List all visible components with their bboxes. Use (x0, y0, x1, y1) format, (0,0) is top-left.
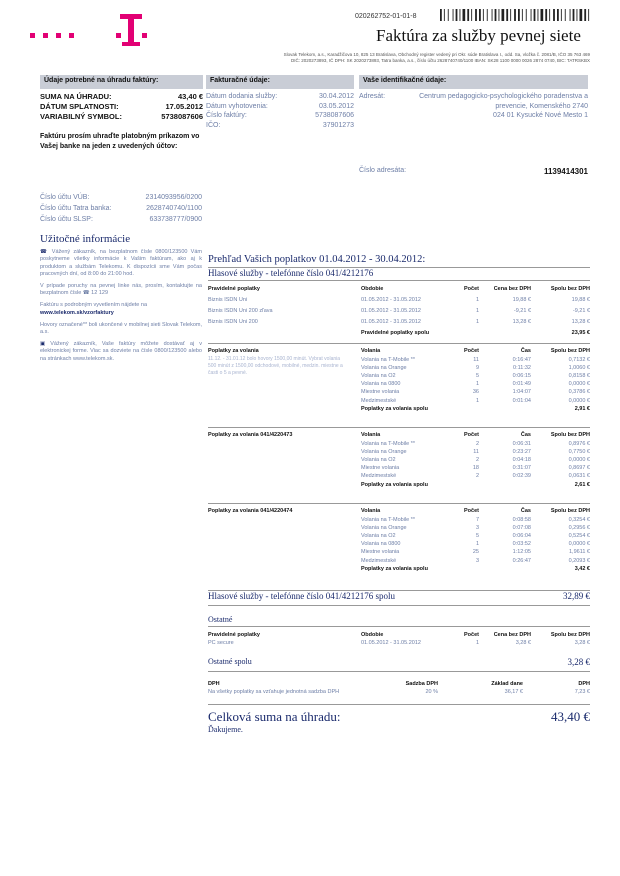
call-count: 36 (472, 389, 479, 396)
customer-box-head: Vaše identifikačné údaje: (359, 75, 588, 89)
invoice-value: 30.04.2012 (318, 93, 354, 100)
vat-rate: 20 % (425, 689, 438, 695)
call-total: 0,5254 € (568, 532, 590, 539)
call-count: 3 (475, 557, 479, 564)
call-total: 0,0000 € (568, 397, 590, 404)
fee-name: Biznis ISDN Uni (208, 297, 248, 303)
call-count: 1 (475, 541, 479, 548)
call-count: 2 (475, 473, 479, 480)
company-line: Slovak Telekom, a.s., Karadžičova 10, 825 13 Bratislava, Obchodný register vedený pri Okr. súde Bratislava I., odd. Sa, vložka č. 2081/B, IČO 35 763 469 (283, 52, 590, 57)
table-header: Čas (520, 432, 531, 438)
call-duration: 0:03:52 (512, 541, 531, 548)
call-count: 2 (475, 440, 479, 447)
calls-total: 2,61 € (574, 481, 590, 488)
fee-total: 19,88 € (571, 297, 590, 303)
call-duration: 1:04:07 (512, 389, 531, 396)
table-header: Čas (520, 508, 531, 514)
call-total: 0,7750 € (568, 448, 590, 455)
vat-header: DPH (578, 681, 590, 687)
useful-paragraph: Hovory označené** boli ukončené v mobilnej sieti Slovak Telekom, a.s. (40, 321, 202, 336)
fee-count: 1 (475, 308, 479, 314)
call-type: Volania na O2 (361, 456, 396, 463)
invoice-value: 37901273 (322, 121, 354, 129)
fee-total: 13,28 € (571, 319, 590, 325)
calls-total-label: Poplatky za volania spolu (361, 405, 428, 412)
address-line: Centrum pedagogicko-psychologického poradenstva a (419, 93, 588, 100)
address-line: prevencie, Komenského 2740 (495, 102, 588, 110)
calls-table (208, 348, 590, 417)
account-value: 633738777/0900 (149, 216, 202, 223)
call-total: 0,2956 € (568, 524, 590, 531)
calls-table (208, 508, 590, 577)
call-total: 0,0000 € (568, 381, 590, 388)
calls-table (208, 432, 590, 493)
call-count: 11 (473, 448, 479, 455)
document-code: 020262752-01-01-8 (355, 13, 417, 20)
fee-count: 1 (475, 319, 479, 325)
vs-label: VARIABILNÝ SYMBOL: (40, 112, 122, 121)
call-type: Volania na 0800 (361, 541, 401, 548)
fee-period: 01.05.2012 - 31.05.2012 (361, 297, 421, 303)
account-value: 2314093956/0200 (145, 194, 202, 201)
call-duration: 0:07:08 (512, 524, 531, 531)
client-number-label: Číslo adresáta: (359, 167, 407, 174)
call-total: 0,0000 € (568, 456, 590, 463)
fee-name: Biznis ISDN Uni 200 zľava (208, 308, 273, 314)
call-count: 5 (475, 532, 479, 539)
bank-accounts (40, 192, 202, 225)
other-total-label: Ostatné spolu (208, 657, 252, 666)
fee-price: 3,28 € (515, 640, 531, 646)
table-header: Spolu bez DPH (550, 348, 590, 354)
call-duration: 0:02:39 (512, 473, 531, 480)
call-total: 1,9611 € (568, 549, 590, 556)
call-total: 0,2093 € (568, 557, 590, 564)
address-line: 024 01 Kysucké Nové Mesto 1 (493, 112, 588, 119)
payment-note: Faktúru prosím uhraďte platobným príkazom vo Vašej banke na jeden z uvedených účtov: (40, 133, 200, 150)
table-header: Počet (464, 432, 479, 438)
table-header: Obdobie (361, 632, 384, 638)
table-header: Čas (520, 348, 531, 354)
useful-paragraph: V prípade poruchy na pevnej linke nás, prosím, kontaktujte na bezplatnom čísle ☎ 12 129 (40, 283, 202, 297)
payment-box (40, 75, 203, 152)
fee-period: 01.05.2012 - 31.05.2012 (361, 319, 421, 325)
call-count: 5 (475, 372, 479, 379)
call-duration: 0:04:18 (512, 456, 531, 463)
call-total: 0,0631 € (568, 473, 590, 480)
call-total: 0,8697 € (568, 465, 590, 472)
grand-total-label: Celková suma na úhradu: (208, 709, 341, 724)
call-duration: 0:01:49 (512, 381, 531, 388)
fee-count: 1 (475, 640, 479, 646)
account-label: Číslo účtu SLSP: (40, 216, 93, 223)
account-label: Číslo účtu Tatra banka: (40, 205, 112, 212)
invoice-label: Dátum vyhotovenia: (206, 102, 268, 110)
table-header: Počet (464, 348, 479, 354)
sum-label: SUMA NA ÚHRADU: (40, 92, 112, 101)
other-title: Ostatné (208, 615, 233, 624)
fee-count: 1 (475, 297, 479, 303)
telekom-t-logo-icon (120, 14, 142, 46)
fees-total: 23,95 € (571, 330, 590, 336)
table-header: Spolu bez DPH (550, 508, 590, 514)
call-count: 1 (475, 397, 479, 404)
call-total: 0,7132 € (568, 356, 590, 363)
vat-table (208, 681, 590, 701)
table-header: Pravidelné poplatky (208, 632, 260, 638)
invoice-label: Dátum dodania služby: (206, 93, 278, 100)
fee-name: Biznis ISDN Uni 200 (208, 319, 258, 325)
fees-total-label: Pravidelné poplatky spolu (361, 330, 430, 336)
table-header: Volania (361, 432, 381, 438)
call-count: 2 (475, 456, 479, 463)
invoice-box-head: Fakturačné údaje: (206, 75, 354, 89)
call-type: Volania na T-Mobile ** (361, 516, 416, 523)
fee-total: 3,28 € (574, 640, 590, 646)
fee-total: -9,21 € (572, 308, 590, 314)
call-type: Volania na O2 (361, 372, 396, 379)
barcode-icon (440, 9, 590, 21)
vat-header: Základ dane (491, 681, 523, 687)
call-total: 1,0060 € (568, 364, 590, 371)
invoice-box (206, 75, 354, 130)
sample-invoice-link[interactable]: www.telekom.sk/vzorfaktury (40, 309, 114, 316)
calls-total: 3,42 € (574, 565, 590, 572)
call-count: 25 (472, 549, 479, 556)
fee-name: PC secure (208, 640, 234, 646)
vat-header: Sadzba DPH (405, 681, 438, 687)
voice-section-title: Hlasové služby - telefónne číslo 041/4212176 (208, 268, 374, 278)
call-type: Volania na Orange (361, 524, 407, 531)
call-count: 9 (475, 364, 479, 371)
call-duration: 0:01:04 (512, 397, 531, 404)
call-count: 3 (475, 524, 479, 531)
call-duration: 1:12:05 (512, 549, 531, 556)
regular-fees-table (208, 286, 590, 346)
call-type: Volania na Orange (361, 364, 407, 371)
due-label: DÁTUM SPLATNOSTI: (40, 102, 119, 111)
call-count: 7 (475, 516, 479, 523)
payment-box-head: Údaje potrebné na úhradu faktúry: (40, 75, 203, 89)
customer-box (359, 75, 588, 176)
call-type: Miestne volania (361, 549, 400, 556)
call-total: 0,8158 € (568, 372, 590, 379)
thanks-text: Ďakujeme. (208, 725, 243, 734)
useful-paragraph: Vážený zákazník, na bezplatnom čísle 0800/123500 Vám poskytneme všetky informácie k Vašim faktúram, ako aj k produktom a službám Telekomu. K dispozícii sme Vám počas pracovných dní, od 8:00 do 21:00 hod. (40, 249, 202, 277)
useful-paragraph: Faktúru s podrobným vyvetlením nájdete na (40, 302, 148, 309)
fee-period: 01.05.2012 - 31.05.2012 (361, 640, 421, 646)
other-fees-table (208, 632, 590, 652)
call-duration: 0:06:31 (512, 440, 531, 447)
call-type: Miestne volania (361, 465, 400, 472)
client-number: 1139414301 (543, 167, 588, 176)
call-type: Volania na 0800 (361, 381, 401, 388)
call-total: 0,3786 € (568, 389, 590, 396)
invoice-value: 5738087606 (315, 112, 354, 119)
call-type: Volania na Orange (361, 448, 407, 455)
calls-total-label: Poplatky za volania spolu (361, 565, 428, 572)
table-header: Počet (464, 632, 479, 638)
table-header: Počet (464, 508, 479, 514)
fee-price: 19,88 € (512, 297, 531, 303)
table-header: Spolu bez DPH (550, 432, 590, 438)
computer-icon: ▣ (40, 341, 51, 348)
account-value: 2628740740/1100 (146, 205, 202, 212)
call-duration: 0:26:47 (512, 557, 531, 564)
calls-total-label: Poplatky za volania spolu (361, 481, 428, 488)
call-duration: 0:06:04 (512, 532, 531, 539)
call-duration: 0:16:47 (512, 356, 531, 363)
table-header: Spolu bez DPH (550, 286, 590, 292)
grand-total: 43,40 € (551, 709, 590, 724)
calls-total: 2,91 € (574, 405, 590, 412)
call-total: 0,3254 € (568, 516, 590, 523)
calls-title: Poplatky za volania (208, 348, 259, 354)
useful-title: Užitočné informácie (40, 233, 131, 245)
call-total: 0,0000 € (568, 541, 590, 548)
vat-header: DPH (208, 681, 220, 687)
table-header: Volania (361, 508, 381, 514)
useful-paragraph: Vážený zákazník, Vaše faktúry môžete dostávať aj v elektronickej forme. Viac sa dozviete na čísle 0800/123500 alebo na stránkach www.telekom.sk. (40, 341, 202, 362)
voice-total-label: Hlasové služby - telefónne číslo 041/4212176 spolu (208, 591, 395, 601)
calls-title: Poplatky za volania 041/4220473 (208, 432, 293, 438)
call-count: 11 (473, 356, 479, 363)
company-line: DIČ: 2020273893, IČ DPH: SK 2020273893, Tatra banka, a.s., číslo účtu 2628740740/1100 IBAN: SK28 1100 0000 0026 2874 0740, BIC: TATRSKBX (291, 58, 590, 63)
vat-base: 36,17 € (504, 689, 523, 695)
table-header: Počet (464, 286, 479, 292)
call-type: Volania na T-Mobile ** (361, 440, 416, 447)
table-header: Spolu bez DPH (550, 632, 590, 638)
call-duration: 0:11:32 (513, 364, 531, 371)
table-header: Cena bez DPH (493, 632, 531, 638)
vat-note: Na všetky poplatky sa vzťahuje jednotná sadzba DPH (208, 689, 340, 695)
call-duration: 0:23:27 (512, 448, 531, 455)
fee-period: 01.05.2012 - 31.05.2012 (361, 308, 421, 314)
voice-total: 32,89 € (563, 591, 590, 601)
company-info (185, 52, 590, 64)
sum-value: 43,40 € (177, 92, 203, 101)
table-header: Obdobie (361, 286, 384, 292)
fee-price: 13,28 € (512, 319, 531, 325)
vs-value: 5738087606 (161, 112, 203, 121)
call-type: Volania na O2 (361, 532, 396, 539)
call-count: 18 (472, 465, 479, 472)
invoice-label: IČO: (206, 121, 221, 129)
table-header: Pravidelné poplatky (208, 286, 260, 292)
call-duration: 0:31:07 (512, 465, 531, 472)
addressee-label: Adresát: (359, 93, 386, 100)
other-total: 3,28 € (567, 657, 590, 667)
useful-info (40, 233, 202, 363)
call-total: 0,8976 € (568, 440, 590, 447)
call-type: Medzimestské (361, 397, 397, 404)
vat-amount: 7,23 € (574, 689, 590, 695)
call-type: Medzimestské (361, 473, 397, 480)
call-count: 1 (475, 381, 479, 388)
calls-title: Poplatky za volania 041/4220474 (208, 508, 293, 514)
call-type: Volania na T-Mobile ** (361, 356, 416, 363)
table-header: Cena bez DPH (493, 286, 531, 292)
call-type: Miestne volania (361, 389, 400, 396)
account-label: Číslo účtu VÚB: (40, 194, 90, 201)
fee-price: -9,21 € (513, 308, 531, 314)
phone-icon: ☎ (40, 249, 52, 256)
due-value: 17.05.2012 (165, 102, 203, 111)
call-duration: 0:06:15 (512, 372, 531, 379)
call-duration: 0:08:58 (512, 516, 531, 523)
overview-title: Prehľad Vašich poplatkov 01.04.2012 - 30.04.2012: (208, 254, 426, 265)
invoice-label: Číslo faktúry: (206, 112, 247, 119)
calls-note: 11.12. - 31.01.12 bolo hovory 1500,00 minút. Vybrat volania 500 minút z 1500,00 odchodové, mobilné, medzin. miestne a časti o 5 a pevné. (208, 356, 343, 376)
invoice-value: 03.05.2012 (318, 102, 354, 110)
table-header: Volania (361, 348, 381, 354)
invoice-title: Faktúra za služby pevnej siete (376, 26, 581, 45)
call-type: Medzimestské (361, 557, 397, 564)
